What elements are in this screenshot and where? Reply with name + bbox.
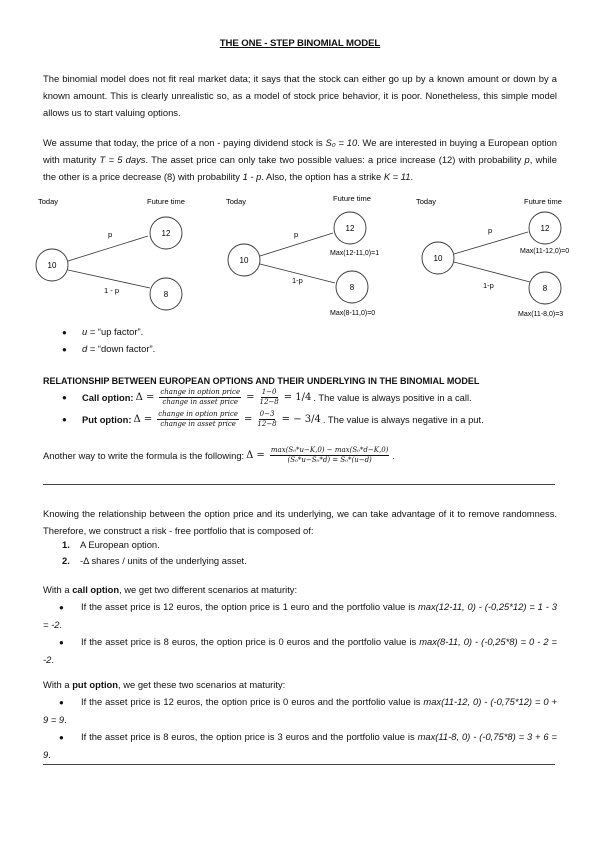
put-section-intro: With a put option, we get these two scenarios at maturity: xyxy=(43,679,286,690)
tree-3-down-prob: 1-p xyxy=(483,281,494,290)
tree-3-up-value: 12 xyxy=(540,224,550,233)
tree-1 xyxy=(36,197,185,310)
assumption-paragraph: We assume that today, the price of a non - paying dividend stock is S₀ = 10. We are interested in buying a European option with maturity T = 5 days. The asset price can only take two possible values: a price increase (12) with probability p, while the other is a price decrease (8) with probability 1 - p. Also, the option has a strike K = 11. xyxy=(43,137,557,182)
binomial-trees xyxy=(30,190,590,322)
bullet-icon: ● xyxy=(59,698,64,707)
tree-2-down-note: Max(8-11,0)=0 xyxy=(330,310,376,317)
divider xyxy=(43,484,555,485)
tree-2-up-note: Max(12-11,0)=1 xyxy=(330,250,380,257)
tree-2-down-value: 8 xyxy=(349,283,355,292)
tree-3 xyxy=(416,197,569,318)
tree-2-down-prob: 1-p xyxy=(292,276,303,285)
list-item: ● If the asset price is 8 euros, the option price is 0 euros and the portfolio value is max(8-11, 0) - (-0,25*8) = 0 - 2 = -2. xyxy=(43,636,558,665)
put-delta-row: ● Put option: Δ = $\frac{\text{change in option price}}{\text{change in asset price}}$ = $\frac{0-3}{12-8}$ = − 3/4 . The value is always negative in a put. xyxy=(62,410,484,428)
factor-item-up: ● u = “up factor”. xyxy=(62,324,143,340)
tree-3-down-note: Max(11-8,0)=3 xyxy=(518,311,564,318)
tree-1-up-value: 12 xyxy=(161,229,171,238)
tree-1-future-label: Future time xyxy=(147,197,185,206)
list-item: ● If the asset price is 12 euros, the option price is 1 euro and the portfolio value is max(12-11, 0) - (-0,25*12) = 1 - 3 = -2. xyxy=(43,601,557,630)
tree-3-up-note: Max(11-12,0)=0 xyxy=(520,248,570,255)
tree-1-down-value: 8 xyxy=(163,290,169,299)
tree-3-future-label: Future time xyxy=(524,197,562,206)
bullet-icon: ● xyxy=(62,415,67,424)
tree-1-up-prob: p xyxy=(108,230,113,239)
divider xyxy=(43,764,555,765)
tree-1-root-value: 10 xyxy=(47,261,57,270)
tree-3-down-value: 8 xyxy=(542,284,548,293)
delta-formula-row: Another way to write the formula is the following: Δ = $\frac{\text{max(S₀*u−K,0) − max(S₀*d−K,0)}}{\text{(S₀*u−S₀*d) = S₀*(u−d)}}$ . xyxy=(43,446,396,464)
bullet-icon: ● xyxy=(62,328,67,337)
list-item: ● If the asset price is 8 euros, the option price is 3 euros and the portfolio value is max(11-8, 0) - (-0,75*8) = 3 + 6 = 9. xyxy=(43,731,557,760)
page-title: THE ONE - STEP BINOMIAL MODEL xyxy=(219,38,381,49)
bullet-icon: ● xyxy=(59,638,64,647)
list-item: 2. -Δ shares / units of the underlying asset. xyxy=(62,555,247,566)
tree-1-down-prob: 1 - p xyxy=(104,286,120,295)
bullet-icon: ● xyxy=(62,393,67,402)
bullet-icon: ● xyxy=(59,733,64,742)
bullet-icon: ● xyxy=(59,603,64,612)
list-item: ● If the asset price is 12 euros, the option price is 0 euros and the portfolio value is max(11-12, 0) - (-0,75*12) = 0 + 9 = 9. xyxy=(43,696,557,725)
intro-paragraph: The binomial model does not fit real market data; it says that the stock can either go up by a known amount or down by a known amount. This is clearly unrealistic so, as a model of stock price behavior, it is poor. Nonetheless, this simple model allows us to start valuing options. xyxy=(43,73,557,118)
factor-item-down: ● d = “down factor”. xyxy=(62,341,155,357)
call-delta-row: ● Call option: Δ = $\frac{\text{change in option price}}{\text{change in asset price}}$ = $\frac{1-0}{12-8}$ = 1/4 . The value is always positive in a call. xyxy=(62,388,472,406)
knowing-paragraph: Knowing the relationship between the option price and its underlying, we can take advantage of it to remove randomness. Therefore, we construct a risk - free portfolio that is composed of: xyxy=(43,508,557,536)
tree-2 xyxy=(226,194,379,317)
list-item: 1. A European option. xyxy=(62,539,160,550)
tree-3-root-value: 10 xyxy=(433,254,443,263)
tree-3-today-label: Today xyxy=(416,197,437,206)
tree-2-up-value: 12 xyxy=(345,224,355,233)
call-section-intro: With a call option, we get two different scenarios at maturity: xyxy=(43,584,298,595)
portfolio-list xyxy=(62,537,247,569)
tree-2-root-value: 10 xyxy=(239,256,249,265)
tree-1-today-label: Today xyxy=(38,197,59,206)
tree-3-up-prob: p xyxy=(488,226,493,235)
bullet-icon: ● xyxy=(62,345,67,354)
tree-2-today-label: Today xyxy=(226,197,247,206)
tree-2-up-prob: p xyxy=(294,230,299,239)
relationship-heading: RELATIONSHIP BETWEEN EUROPEAN OPTIONS AND THEIR UNDERLYING IN THE BINOMIAL MODEL xyxy=(43,376,480,386)
tree-2-future-label: Future time xyxy=(333,194,371,203)
put-scenarios xyxy=(43,693,557,763)
call-scenarios xyxy=(43,598,557,668)
